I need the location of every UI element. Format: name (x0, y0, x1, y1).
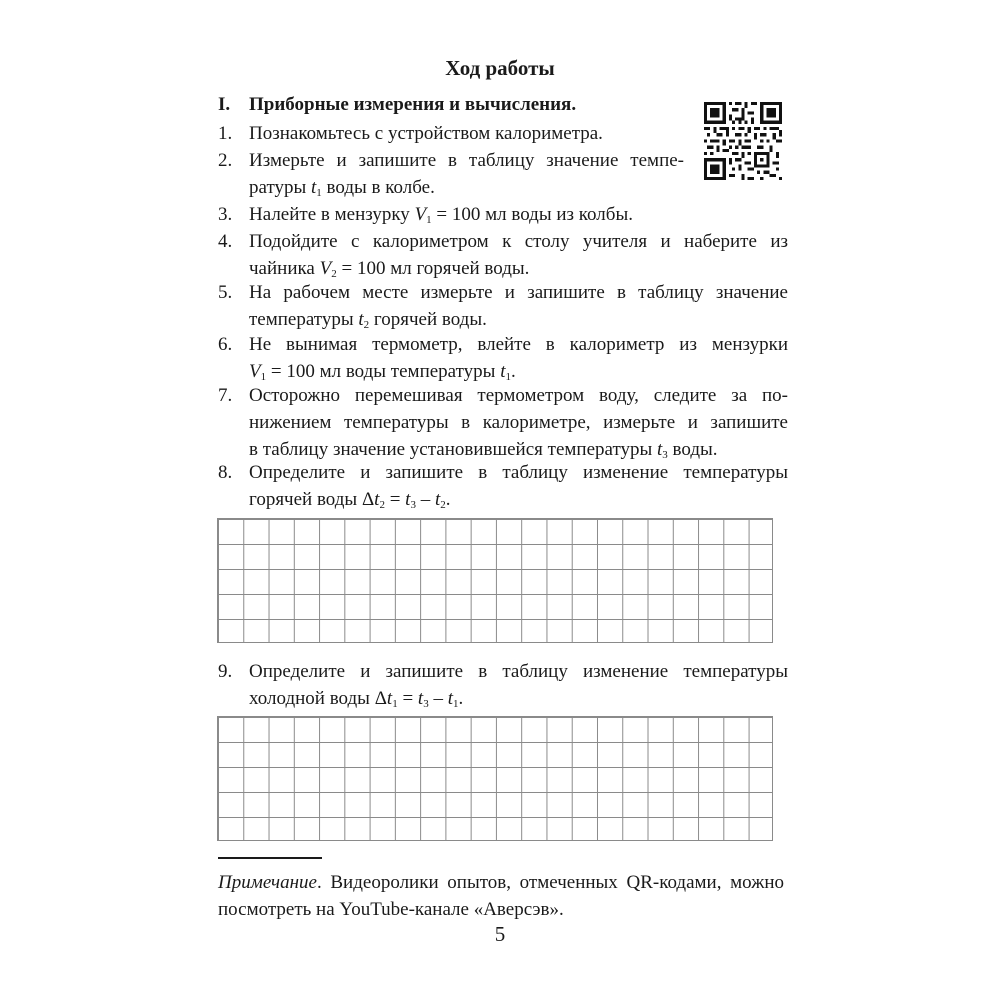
step-text: На рабочем месте измерьте и запишите в таблицу значение (249, 282, 788, 303)
footnote-divider (218, 857, 322, 859)
footnote (218, 869, 784, 923)
step-text-line-2: $V_1 = 100$ мл воды температуры $t_1$. (249, 361, 516, 383)
step-7 (218, 382, 788, 463)
step-text-line-2: температуры $t_2$ горячей воды. (249, 309, 487, 331)
step-number: 5. (218, 282, 233, 303)
step-number: 3. (218, 204, 233, 225)
section-heading (218, 94, 576, 116)
step-2 (218, 147, 788, 201)
step-text-line-2: нижением температуры в калориметре, измерьте и запишите (249, 412, 788, 433)
footnote-line-2: посмотреть на YouTube-канале «Аверсэв». (218, 899, 564, 920)
step-9 (218, 658, 788, 712)
step-number: 8. (218, 462, 233, 483)
section-title: Приборные измерения и вычисления. (249, 94, 577, 115)
step-6 (218, 331, 788, 385)
step-number: 4. (218, 231, 233, 252)
step-formula: горячей воды $\Delta t_2 = t_3 - t_2$. (249, 489, 451, 511)
step-text: Измерьте и запишите в таблицу значение темпе- (249, 150, 684, 171)
step-text: Налейте в мензурку $V_1 = 100$ мл воды из колбы. (249, 204, 633, 226)
page-title: Ход работы (445, 56, 555, 80)
step-number: 6. (218, 334, 233, 355)
step-4 (218, 228, 788, 282)
step-5 (218, 279, 788, 333)
step-text-line-3: в таблицу значение установившейся температуры $t_3$ воды. (249, 439, 718, 461)
step-number: 1. (218, 123, 233, 144)
step-formula: холодной воды $\Delta t_1 = t_3 - t_1$. (249, 688, 464, 710)
step-text: Подойдите с калориметром к столу учителя и наберите из (249, 231, 788, 252)
answer-grid-cold-water[interactable] (217, 716, 773, 841)
section-number: I. (218, 94, 231, 115)
footnote-label: Примечание (218, 872, 317, 893)
step-8 (218, 459, 788, 513)
answer-grid-hot-water[interactable] (217, 518, 773, 643)
step-text: Определите и запишите в таблицу изменение температуры (249, 661, 788, 682)
step-text: Определите и запишите в таблицу изменение температуры (249, 462, 788, 483)
step-text: Не вынимая термометр, влейте в калориметр из мензурки (249, 334, 788, 355)
step-text: Познакомьтесь с устройством калориметра. (249, 123, 603, 144)
step-number: 2. (218, 150, 233, 171)
footnote-line-1: Примечание. Видеоролики опытов, отмеченных QR-кодами, можно (218, 872, 784, 893)
step-number: 9. (218, 661, 233, 682)
step-1 (218, 120, 788, 147)
step-text: Осторожно перемешивая термометром воду, следите за по- (249, 385, 788, 406)
step-text-line-2: чайника $V_2 = 100$ мл горячей воды. (249, 258, 530, 280)
step-3 (218, 201, 788, 228)
step-number: 7. (218, 385, 233, 406)
page-number: 5 (494, 922, 506, 946)
step-text-line-2: ратуры $t_1$ воды в колбе. (249, 177, 435, 199)
